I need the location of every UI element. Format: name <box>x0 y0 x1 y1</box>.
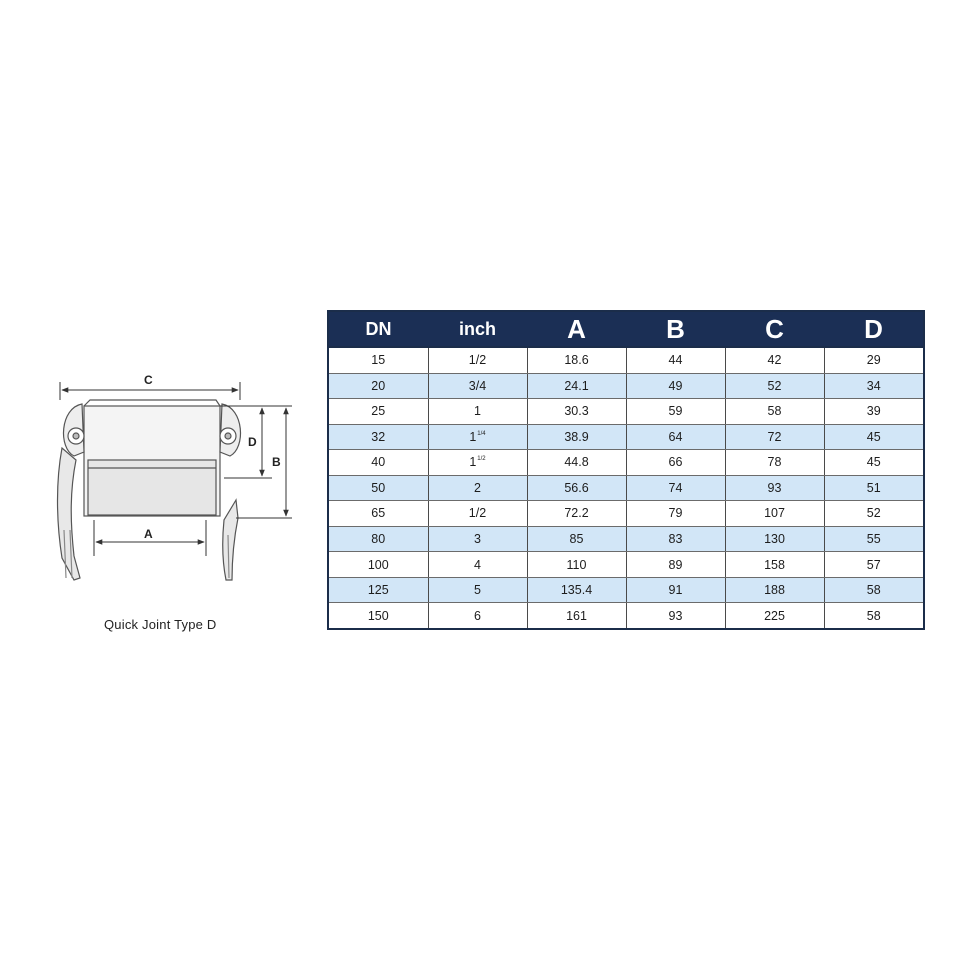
cell-inch-value: 4 <box>474 557 481 572</box>
cell-inch-value: 1/2 <box>468 353 487 368</box>
cell-inch <box>428 347 527 373</box>
cell-c-value: 107 <box>764 506 785 521</box>
cell-b-value: 79 <box>668 506 683 521</box>
cell-d <box>824 603 923 628</box>
cell-b-value: 74 <box>668 480 683 495</box>
dimension-b-label: B <box>272 455 281 469</box>
cell-a <box>527 552 626 578</box>
cell-b-value: 89 <box>668 557 683 572</box>
cell-d <box>824 501 923 527</box>
cell-d-value: 58 <box>866 608 881 623</box>
cell-dn-value: 65 <box>371 506 386 521</box>
table-row <box>329 577 923 603</box>
cell-d-value: 57 <box>866 557 881 572</box>
coupling-drawing-svg <box>40 360 320 600</box>
cell-b <box>626 552 725 578</box>
cell-inch-fraction: 1/2 <box>477 456 486 463</box>
cell-c <box>725 526 824 552</box>
dimension-table-grid <box>329 312 923 628</box>
cell-dn-value: 100 <box>367 557 389 572</box>
cell-inch <box>428 399 527 425</box>
cell-c <box>725 552 824 578</box>
cell-b-value: 59 <box>668 404 683 419</box>
cell-inch <box>428 526 527 552</box>
cell-b-value: 91 <box>668 583 683 598</box>
cell-a-value: 44.8 <box>564 455 589 470</box>
cell-a <box>527 526 626 552</box>
cell-dn <box>329 526 428 552</box>
table-row <box>329 424 923 450</box>
cell-d <box>824 526 923 552</box>
cell-d <box>824 475 923 501</box>
cell-inch-value: 3/4 <box>468 378 487 393</box>
cell-b <box>626 526 725 552</box>
cell-c-value: 130 <box>764 532 785 546</box>
table-row <box>329 450 923 476</box>
dimension-table <box>327 310 925 630</box>
cell-dn <box>329 577 428 603</box>
header-a: A <box>527 312 626 347</box>
cell-d <box>824 424 923 450</box>
cell-a <box>527 450 626 476</box>
cell-c-value: 93 <box>767 480 782 495</box>
dimension-a-label: A <box>144 527 153 541</box>
cell-a-value: 135.4 <box>560 583 593 598</box>
cell-d-value: 52 <box>866 506 881 521</box>
cell-inch <box>428 577 527 603</box>
cell-dn-value: 20 <box>371 378 386 393</box>
cell-inch-value: 1 <box>469 455 477 470</box>
cell-inch-value: 1/2 <box>468 506 487 521</box>
cell-a <box>527 577 626 603</box>
cell-a-value: 161 <box>566 608 587 623</box>
cell-b-value: 44 <box>668 353 683 368</box>
diagram-caption: Quick Joint Type D <box>104 617 217 632</box>
cell-b <box>626 501 725 527</box>
cell-dn <box>329 475 428 501</box>
header-inch: inch <box>428 312 527 347</box>
cell-dn <box>329 347 428 373</box>
cell-dn-value: 80 <box>371 532 386 546</box>
cell-d-value: 45 <box>866 429 881 444</box>
table-header-row <box>329 312 923 347</box>
cell-c-value: 72 <box>767 429 782 444</box>
cell-d <box>824 347 923 373</box>
table-row <box>329 475 923 501</box>
cell-inch <box>428 450 527 476</box>
cell-d <box>824 399 923 425</box>
table-row <box>329 501 923 527</box>
dimension-b-line <box>236 406 292 518</box>
cell-inch-value: 5 <box>474 583 481 598</box>
cell-inch <box>428 424 527 450</box>
cell-a-value: 24.1 <box>564 378 589 393</box>
header-dn: DN <box>329 312 428 347</box>
cell-b <box>626 603 725 628</box>
cell-b <box>626 424 725 450</box>
cell-b <box>626 450 725 476</box>
cell-c <box>725 603 824 628</box>
cell-b-value: 49 <box>668 378 683 393</box>
cell-dn-value: 50 <box>371 480 386 495</box>
cell-c-value: 42 <box>767 353 782 368</box>
cell-c <box>725 373 824 399</box>
cell-dn-value: 25 <box>371 404 386 419</box>
cell-inch-value: 3 <box>474 532 481 546</box>
coupling-body <box>58 400 241 580</box>
cell-dn-value: 32 <box>371 429 386 444</box>
cell-c-value: 225 <box>764 608 785 623</box>
cell-c-value: 52 <box>767 378 782 393</box>
cell-dn-value: 40 <box>371 455 386 470</box>
header-d: D <box>824 312 923 347</box>
cell-inch-value: 6 <box>474 608 481 623</box>
cell-dn <box>329 501 428 527</box>
cell-c-value: 188 <box>764 583 785 598</box>
cell-a-value: 56.6 <box>564 480 589 495</box>
cell-inch <box>428 475 527 501</box>
cell-d <box>824 450 923 476</box>
cell-b-value: 64 <box>668 429 683 444</box>
cell-a <box>527 501 626 527</box>
cell-d <box>824 373 923 399</box>
cell-d <box>824 577 923 603</box>
header-c: C <box>725 312 824 347</box>
cell-dn-value: 15 <box>371 353 386 368</box>
cell-b <box>626 347 725 373</box>
cell-inch-value: 2 <box>474 480 481 495</box>
cell-a-value: 18.6 <box>564 353 589 368</box>
coupling-drawing <box>40 360 320 600</box>
cell-inch <box>428 603 527 628</box>
cell-c <box>725 347 824 373</box>
table-row <box>329 603 923 628</box>
cell-a-value: 38.9 <box>564 429 589 444</box>
table-row <box>329 526 923 552</box>
cell-b <box>626 373 725 399</box>
cell-inch-fraction: 1/4 <box>477 430 486 437</box>
cell-a <box>527 424 626 450</box>
cell-dn <box>329 399 428 425</box>
cell-a <box>527 399 626 425</box>
cell-inch <box>428 552 527 578</box>
cell-b <box>626 475 725 501</box>
cell-a-value: 30.3 <box>564 404 589 419</box>
cell-inch-value: 1 <box>474 404 481 419</box>
cell-d-value: 45 <box>866 455 881 470</box>
cell-b <box>626 399 725 425</box>
cell-b <box>626 577 725 603</box>
table-row <box>329 373 923 399</box>
cell-c <box>725 475 824 501</box>
table-row <box>329 399 923 425</box>
cell-b-value: 93 <box>668 608 683 623</box>
cell-dn <box>329 373 428 399</box>
cell-c-value: 58 <box>767 404 782 419</box>
cell-a-value: 85 <box>569 532 584 546</box>
cell-dn <box>329 450 428 476</box>
cell-c-value: 158 <box>764 557 785 572</box>
cell-dn <box>329 552 428 578</box>
cell-d-value: 29 <box>866 353 881 368</box>
cell-d-value: 51 <box>866 480 881 495</box>
cell-a <box>527 603 626 628</box>
dimension-d-label: D <box>248 435 257 449</box>
table-row <box>329 347 923 373</box>
cell-inch-value: 1 <box>469 429 477 444</box>
cell-d-value: 34 <box>866 378 881 393</box>
cell-d-value: 39 <box>866 404 881 419</box>
cell-d-value: 55 <box>866 532 881 546</box>
cell-c <box>725 501 824 527</box>
cell-dn-value: 150 <box>367 608 389 623</box>
dimension-c-label: C <box>144 373 153 387</box>
cell-a <box>527 475 626 501</box>
cell-a <box>527 373 626 399</box>
cell-b-value: 83 <box>668 532 683 546</box>
table-row <box>329 552 923 578</box>
cell-a-value: 72.2 <box>564 506 589 521</box>
header-b: B <box>626 312 725 347</box>
cell-inch <box>428 501 527 527</box>
cell-c <box>725 424 824 450</box>
cell-dn <box>329 603 428 628</box>
cell-c <box>725 399 824 425</box>
cell-c <box>725 577 824 603</box>
cell-dn-value: 125 <box>367 583 389 598</box>
cell-a-value: 110 <box>566 557 587 572</box>
cell-c-value: 78 <box>767 455 782 470</box>
cell-c <box>725 450 824 476</box>
cell-inch <box>428 373 527 399</box>
cell-d <box>824 552 923 578</box>
cell-b-value: 66 <box>668 455 683 470</box>
cell-a <box>527 347 626 373</box>
cell-dn <box>329 424 428 450</box>
table-body <box>329 347 923 628</box>
cell-d-value: 58 <box>866 583 881 598</box>
